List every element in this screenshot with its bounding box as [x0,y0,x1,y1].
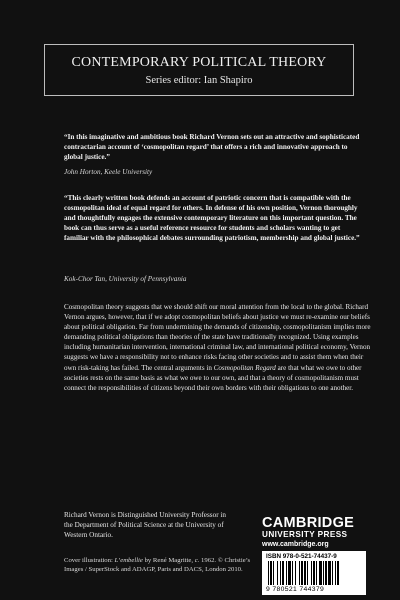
barcode-digits: 9 780521 744379 [266,586,325,593]
cover-credit-circa: c. [194,557,200,564]
endorsement-quote-horton: “In this imaginative and ambitious book Richard Vernon sets out an attractive and sophisticated contractarian account of ‘cosmopolitan regard’ that offers a rich and innovative approach to global justice.” [64,133,360,161]
cover-credit-by: by René Magritte, [142,557,195,564]
endorsement-attribution-tan: Kok-Chor Tan, University of Pennsylvania [64,275,187,283]
description-book-title: Cosmopolitan Regard [213,363,276,372]
cover-credit-rest: 1962. © Christie’s Images / SuperStock and ADAGP, Paris and DACS, London 2010. [64,557,251,574]
publisher-subtitle: UNIVERSITY PRESS [262,530,348,539]
cover-credit-prefix: Cover illustration: [64,557,115,564]
cover-illustration-credit [64,556,254,575]
barcode-icon [266,561,362,586]
publisher-url: www.cambridge.org [262,541,329,548]
publisher-logo [262,516,372,549]
isbn-barcode [262,551,366,595]
description-text-start: Cosmopolitan theory suggests that we should shift our moral attention from the local to the global. Richard Vernon argues, however, that if we adopt cosmopolitan beliefs about justice we must re-examine our beliefs about political obligation. Far from undermining the demands of citizenship, cosmopolitanism implies more demanding political obligations than theories of the state have traditionally recognized. Using examples including humanitarian intervention, international criminal law, and international political economy, Vernon suggests we have a responsibility not to enhance risks facing other societies and to assist them when their own risk-taking has failed. The central arguments in [64,303,371,372]
isbn-label: ISBN 978-0-521-74437-9 [266,553,337,560]
author-bio: Richard Vernon is Distinguished University Professor in the Department of Political Science at the University of Western Ontario. [64,511,226,539]
endorsement-quote-tan: “This clearly written book defends an account of patriotic concern that is compatible with the cosmopolitan ideal of equal regard for others. In defense of his own position, Vernon thoroughly and thoughtfully engages the extensive contemporary literature on this important question. The book can thus serve as a useful reference resource for students and scholars wanting to get familiar with the philosophical debates surrounding patriotism, membership and global justice.” [64,194,360,242]
series-box [44,44,354,96]
description-text-end: are that what we owe to other societies rests on the same basis as what we owe to our own, and that a theory of cosmopolitanism must connect the responsibilities of citizens beyond their own borders with their obligations to one another. [64,363,362,392]
publisher-name: CAMBRIDGE [262,515,355,531]
book-description [64,302,374,393]
cover-artwork-title: L’embellie [114,557,143,564]
series-title: CONTEMPORARY POLITICAL THEORY [71,55,327,70]
series-editor: Series editor: Ian Shapiro [145,75,253,86]
endorsement-attribution-horton: John Horton, Keele University [64,168,153,176]
